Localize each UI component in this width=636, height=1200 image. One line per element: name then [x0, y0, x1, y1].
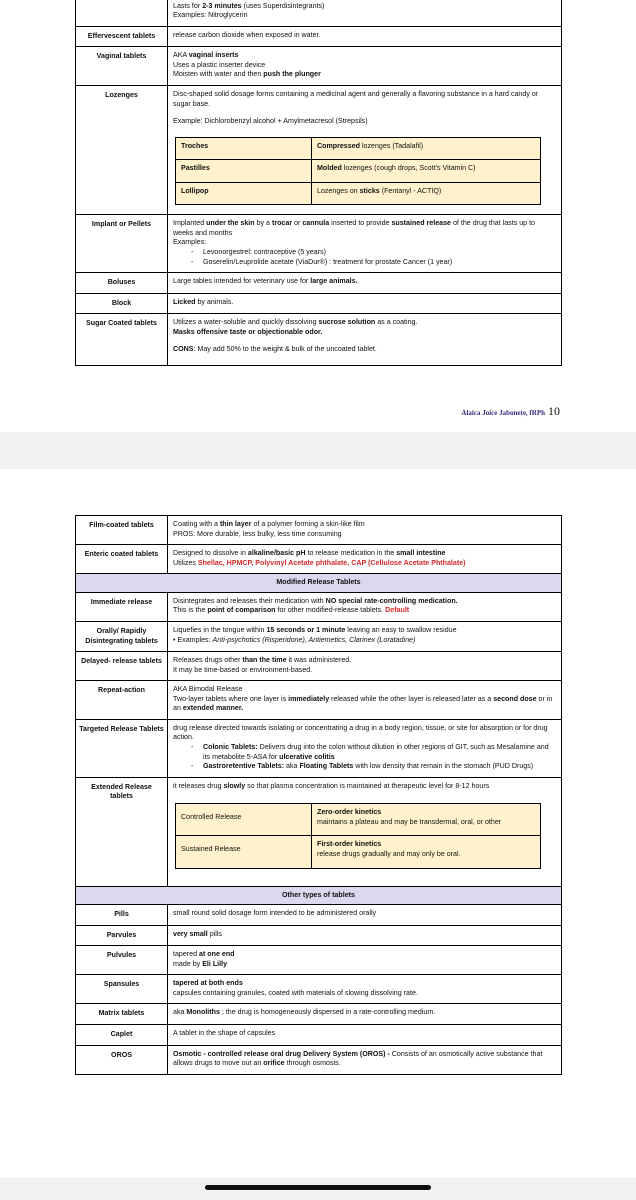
term-cell: Orally/ Rapidly Disintegrating tablets: [76, 621, 168, 651]
table-row: Pastilles Molded lozenges (cough drops, Scott's Vitamin C): [176, 160, 541, 183]
term-cell: Sugar Coated tablets: [76, 314, 168, 366]
description-cell: Implanted under the skin by a trocar or cannula inserted to provide sustained release of the drug that lasts up to weeks and months Examples: - Levonorgestrel: contraceptive (5 years) - Goserelin/Leuprolide acetate (ViaDur®) : treatment for prostate Cancer (1 year): [168, 215, 562, 273]
table-row: [76, 905, 562, 926]
table-row: [76, 681, 562, 720]
table-row: [76, 1004, 562, 1025]
term-cell: Pills: [76, 905, 168, 926]
description-cell: Coating with a thin layer of a polymer forming a skin-like film PROS: More durable, less bulky, less time consuming: [168, 516, 562, 545]
table-row: [76, 1045, 562, 1074]
section-header-row: [76, 886, 562, 905]
description-cell: Disc-shaped solid dosage forms containing a medicinal agent and generally a flavoring substance in a hard candy or sugar base. Example: Dichlorobenzyl alcohol + Amylmetacresol (Strepsils) Troches Compressed lozenges (Tadalafil) Pastilles Molded lozenges (cough drops, Scott's Vitamin C) Lollipop Lozenges on sticks (Fentanyl - ACTIQ): [168, 85, 562, 214]
table-row: [76, 719, 562, 777]
term-cell: Immediate release: [76, 592, 168, 621]
table-row: [76, 293, 562, 314]
term-cell: Vaginal tablets: [76, 47, 168, 86]
page-footer: [461, 404, 560, 419]
term-cell: Film-coated tablets: [76, 516, 168, 545]
table-row: [76, 273, 562, 294]
table-row: [76, 777, 562, 886]
tablet-types-table-page-11: [75, 515, 562, 1075]
term-cell: Matrix tablets: [76, 1004, 168, 1025]
term-cell: Block: [76, 293, 168, 314]
description-cell: Releases drugs other than the time it was administered. It may be time-based or environment-based.: [168, 652, 562, 681]
table-row: [76, 215, 562, 273]
table-row: [76, 314, 562, 366]
table-row: Controlled Release Zero-order kinetics maintains a plateau and may be transdermal, oral, or other: [176, 804, 541, 836]
term-cell: Spansules: [76, 975, 168, 1004]
description-cell: tapered at one end made by Eli Lilly: [168, 946, 562, 975]
description-cell: small round solid dosage form intended to be administered orally: [168, 905, 562, 926]
term-cell: Pulvules: [76, 946, 168, 975]
table-row: [76, 621, 562, 651]
description-cell: Liquefies in the tongue within 15 seconds or 1 minute leaving an easy to swallow residue • Examples: Anti-psychotics (Risperidone), Antiemetics, Clarinex (Loratadine): [168, 621, 562, 651]
term-cell: [76, 0, 168, 26]
home-indicator[interactable]: [205, 1185, 431, 1190]
description-cell: AKA vaginal inserts Uses a plastic inserter device Moisten with water and then push the plunger: [168, 47, 562, 86]
table-row: [76, 975, 562, 1004]
section-title: Other types of tablets: [76, 886, 562, 905]
term-cell: Implant or Pellets: [76, 215, 168, 273]
description-cell: AKA Bimodal Release Two-layer tablets where one layer is immediately released while the other layer is released later as a second dose or in an extended manner.: [168, 681, 562, 720]
description-cell: release carbon dioxide when exposed in water.: [168, 26, 562, 47]
description-cell: Disintegrates and releases their medication with NO special rate-controlling medication. This is the point of comparison for other modified-release tablets. Default: [168, 592, 562, 621]
table-row: [76, 652, 562, 681]
description-cell: Licked by animals.: [168, 293, 562, 314]
table-row: [76, 85, 562, 214]
description-cell: Osmotic - controlled release oral drug Delivery System (OROS) - Consists of an osmotically active substance that allows drugs to move out an orifice through osmosis.: [168, 1045, 562, 1074]
table-row: [76, 26, 562, 47]
term-cell: Effervescent tablets: [76, 26, 168, 47]
page-number: 10: [548, 404, 560, 418]
term-cell: Boluses: [76, 273, 168, 294]
term-cell: Caplet: [76, 1025, 168, 1046]
term-cell: Parvules: [76, 925, 168, 946]
lozenge-types-subtable: [175, 137, 541, 206]
document-page-10: [0, 0, 636, 432]
description-cell: drug release directed towards isolating or concentrating a drug in a body region, tissue, or site for absorption or for drug action. - Colonic Tablets: Delivers drug into the colon without dilution in other regions of GIT, such as Mesalamine and its metabolite 5-ASA for ulcerative colitis - Gastroretentive Tablets: aka Floating Tablets with low density that remain in the stomach (PUD Drugs): [168, 719, 562, 777]
term-cell: Repeat-action: [76, 681, 168, 720]
description-cell: very small pills: [168, 925, 562, 946]
table-row: [76, 0, 562, 26]
table-row: [76, 592, 562, 621]
term-cell: Targeted Release Tablets: [76, 719, 168, 777]
table-row: [76, 545, 562, 574]
description-cell: Utilizes a water-soluble and quickly dissolving sucrose solution as a coating. Masks offensive taste or objectionable odor. CONS: May add 50% to the weight & bulk of the uncoated tablet.: [168, 314, 562, 366]
term-cell: OROS: [76, 1045, 168, 1074]
table-row: [76, 516, 562, 545]
table-row: Lollipop Lozenges on sticks (Fentanyl - ACTIQ): [176, 182, 541, 205]
description-cell: it releases drug slowly so that plasma concentration is maintained at therapeutic level for 8-12 hours Controlled Release Zero-order kinetics maintains a plateau and may be transdermal, oral, or other Sustained Release First-order kinetics release drugs gradually and may only be oral.: [168, 777, 562, 886]
description-cell: A tablet in the shape of capsules: [168, 1025, 562, 1046]
table-row: Sustained Release First-order kinetics release drugs gradually and may only be oral.: [176, 836, 541, 868]
description-cell: tapered at both ends capsules containing granules, coated with materials of slowing dissolving rate.: [168, 975, 562, 1004]
term-cell: Extended Release tablets: [76, 777, 168, 886]
term-cell: Delayed- release tablets: [76, 652, 168, 681]
table-row: [76, 925, 562, 946]
description-cell: Lasts for 2-3 minutes (uses Superdisintegrants) Examples: Nitroglycerin: [168, 0, 562, 26]
tablet-types-table-page-10: [75, 0, 562, 366]
table-row: Troches Compressed lozenges (Tadalafil): [176, 137, 541, 160]
description-cell: Designed to dissolve in alkaline/basic pH to release medication in the small intestine Utilizes Shellac, HPMCP, Polyvinyl Acetate phthalate, CAP (Cellulose Acetate Phthalate): [168, 545, 562, 574]
term-cell: Lozenges: [76, 85, 168, 214]
table-row: [76, 946, 562, 975]
release-kinetics-subtable: [175, 803, 541, 868]
section-header-row: [76, 574, 562, 593]
term-cell: Enteric coated tablets: [76, 545, 168, 574]
table-row: [76, 47, 562, 86]
document-page-11: [0, 469, 636, 1178]
section-title: Modified Release Tablets: [76, 574, 562, 593]
author-name: Alaica Joice Jabonete, fRPh: [461, 409, 545, 417]
table-row: [76, 1025, 562, 1046]
description-cell: aka Monoliths ; the drug is homogeneously dispersed in a rate-controlling medium.: [168, 1004, 562, 1025]
description-cell: Large tables intended for veterinary use for large animals.: [168, 273, 562, 294]
